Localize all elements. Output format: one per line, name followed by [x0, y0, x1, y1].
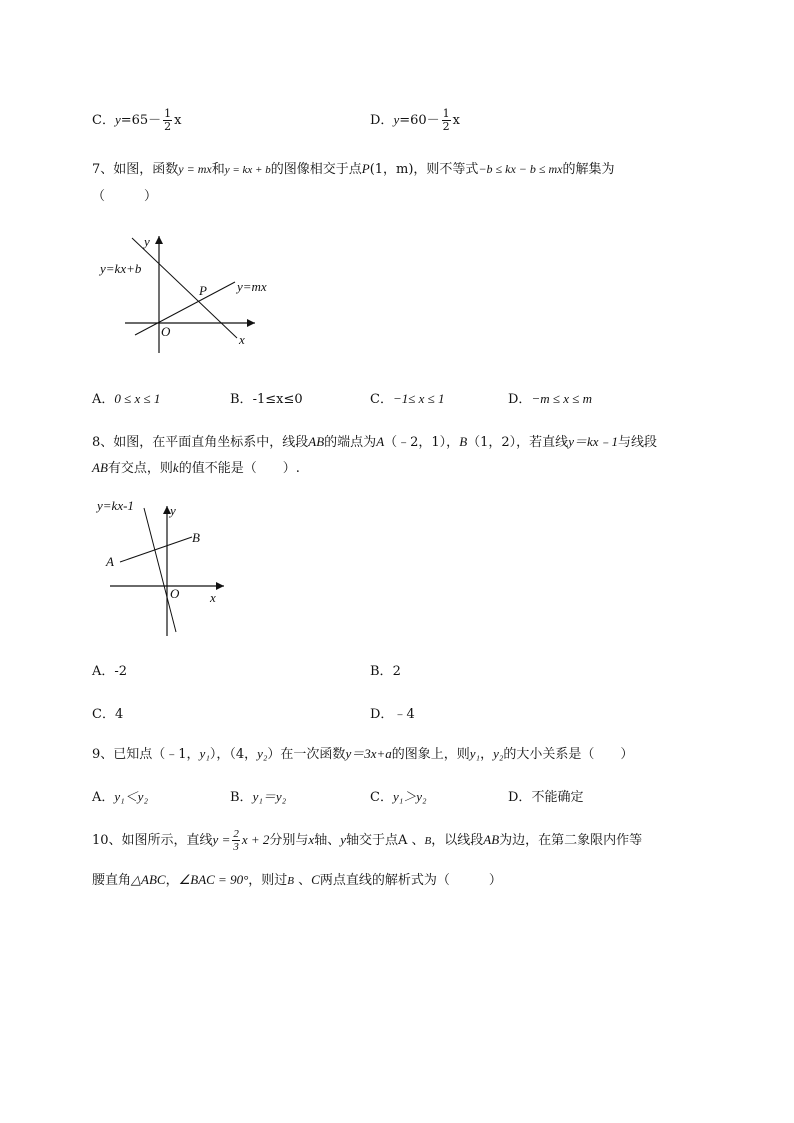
q10-stem-line1 [92, 828, 642, 853]
text: ， [480, 747, 494, 762]
point-label: C [311, 872, 320, 887]
point-a-label: A [106, 554, 114, 569]
denominator: 3 [233, 841, 239, 853]
option-text: −1≤ x ≤ 1 [392, 391, 445, 406]
option-label: A． [92, 790, 115, 805]
segment-label: AB [308, 434, 325, 449]
segment-ab [120, 537, 192, 562]
var-y: y [393, 112, 400, 127]
numerator: 2 [233, 828, 239, 840]
q10-stem-line2 [92, 869, 502, 888]
option-label: C． [92, 707, 115, 722]
formula: y = kx + b [224, 164, 271, 176]
text: 10、如图所示，直线 [92, 833, 213, 848]
point-label: B [459, 434, 468, 449]
q8-option-a[interactable] [92, 660, 127, 679]
formula: y = mx [178, 162, 212, 176]
var-y: y = [212, 832, 231, 847]
option-text: 2 [392, 664, 401, 679]
text: ， [165, 873, 179, 888]
q8-option-c[interactable] [92, 703, 123, 722]
segment-label: AB [483, 832, 500, 847]
point-label: B [424, 835, 432, 847]
line-kx-b-label: y=kx+b [100, 261, 142, 276]
text: 的值不能是（ ）. [178, 461, 300, 476]
option-text: -1≤x≤0 [252, 392, 303, 407]
text: （﹣2，1）， [384, 435, 460, 450]
q7-figure [95, 228, 285, 358]
option-text: y₁＜y₂ [114, 789, 148, 804]
y-label: y [170, 503, 176, 518]
line-mx-label: y=mx [237, 279, 267, 294]
text: 的大小关系是（ ） [503, 747, 634, 762]
inequality: −b ≤ kx − b ≤ mx [478, 162, 563, 176]
text: 有交点，则 [107, 461, 173, 476]
point-b-label: B [192, 530, 200, 545]
text: 分别与 [269, 833, 309, 848]
q7-option-a[interactable] [92, 388, 160, 407]
line-equation: y＝kx﹣1 [568, 434, 618, 449]
text: 8、如图，在平面直角坐标系中，线段 [92, 435, 309, 450]
point-label: A [376, 434, 385, 449]
line-kx-1 [144, 508, 176, 632]
text: (1，m)，则不等式 [369, 162, 479, 177]
option-label: D． [370, 113, 394, 128]
q8-figure [92, 494, 242, 644]
q8-option-b[interactable] [370, 660, 401, 679]
text: 的端点为 [324, 435, 377, 450]
y-arrow-icon [155, 236, 163, 244]
angle-label: ∠BAC = 90° [178, 872, 249, 887]
option-label: B． [230, 790, 253, 805]
origin-label: O [170, 586, 180, 601]
q9-stem [92, 743, 633, 762]
option-text: y₁＞y₂ [392, 789, 427, 804]
fraction [232, 828, 240, 853]
text: ，以线段 [431, 833, 484, 848]
q7-stem [92, 158, 614, 177]
q9-option-a[interactable] [92, 786, 148, 805]
var-y2: y₂ [493, 746, 504, 761]
option-eq: =65－ [120, 113, 162, 128]
q9-option-c[interactable] [370, 786, 427, 805]
var-x: x [174, 113, 182, 128]
option-text: 0 ≤ x ≤ 1 [114, 391, 161, 406]
text: 轴交于点A 、 [345, 833, 425, 848]
option-text: -2 [114, 664, 128, 679]
origin-label: O [161, 324, 171, 339]
q7-option-d[interactable] [508, 388, 592, 407]
x-label: x [210, 590, 216, 605]
text: 7、如图，函数 [92, 162, 179, 177]
q6-option-c[interactable] [92, 108, 182, 133]
triangle-label: △ABC [131, 872, 166, 887]
text: 9、已知点（﹣1， [92, 747, 200, 762]
expr: x + 2 [241, 832, 270, 847]
text: 腰直角 [92, 873, 132, 888]
var-y2: y₂ [257, 746, 268, 761]
text: 和 [211, 162, 225, 177]
text: 的解集为 [562, 162, 615, 177]
function: y＝3x+a [345, 746, 392, 761]
q9-option-d[interactable] [508, 786, 583, 805]
answer-paren: （ ） [92, 189, 158, 204]
point-label: B [287, 875, 295, 887]
option-label: B． [370, 664, 393, 679]
segment-label: AB [92, 460, 108, 475]
option-label: A． [92, 392, 115, 407]
text: ，则过 [248, 873, 288, 888]
option-text: 不能确定 [531, 790, 584, 805]
q6-option-d[interactable] [370, 108, 460, 133]
point-label: P [361, 161, 370, 176]
line-label: y=kx-1 [97, 498, 134, 513]
option-text: 4 [114, 707, 124, 722]
option-label: D． [508, 392, 532, 407]
fraction [163, 108, 172, 133]
text: 两点直线的解析式为（ ） [319, 873, 502, 888]
point-p-label: P [199, 283, 207, 298]
text: ）在一次函数 [267, 747, 346, 762]
option-label: D． [508, 790, 532, 805]
x-label: x [239, 332, 245, 347]
text: 为边，在第二象限内作等 [499, 833, 643, 848]
q8-option-d[interactable] [370, 703, 415, 722]
text: ），（4， [209, 747, 258, 762]
option-label: C． [370, 790, 393, 805]
x-arrow-icon [216, 582, 224, 590]
option-text: ﹣4 [393, 707, 415, 722]
y-label: y [144, 234, 150, 249]
var-y1: y₁ [199, 746, 210, 761]
option-text: y₁＝y₂ [252, 789, 287, 804]
q8-stem-line2 [92, 457, 300, 476]
line-mx [135, 282, 235, 335]
option-label: B． [230, 392, 253, 407]
fraction [442, 108, 451, 133]
text: （1，2），若直线 [467, 435, 569, 450]
numerator: 1 [442, 107, 450, 120]
text: 轴、 [314, 833, 341, 848]
q7-option-b[interactable] [230, 388, 303, 407]
q9-option-b[interactable] [230, 786, 286, 805]
text: 与线段 [618, 435, 658, 450]
var-y: y [340, 832, 346, 847]
var-x: x [452, 113, 460, 128]
denominator: 2 [164, 120, 172, 133]
option-label: C． [92, 113, 115, 128]
option-eq: =60－ [399, 113, 440, 128]
var-k: k [172, 460, 179, 475]
text: 的图像相交于点 [270, 162, 362, 177]
denominator: 2 [442, 120, 450, 133]
var-y1: y₁ [469, 746, 481, 761]
x-arrow-icon [247, 319, 255, 327]
option-text: −m ≤ x ≤ m [531, 391, 593, 406]
option-label: C． [370, 392, 393, 407]
q8-stem-line1 [92, 431, 657, 450]
q7-option-c[interactable] [370, 388, 445, 407]
numerator: 1 [164, 107, 172, 120]
var-y: y [114, 112, 121, 127]
text: 、 [294, 873, 312, 888]
text: 的图象上，则 [391, 747, 470, 762]
option-label: D． [370, 707, 394, 722]
var-x: x [308, 832, 315, 847]
option-label: A． [92, 664, 115, 679]
